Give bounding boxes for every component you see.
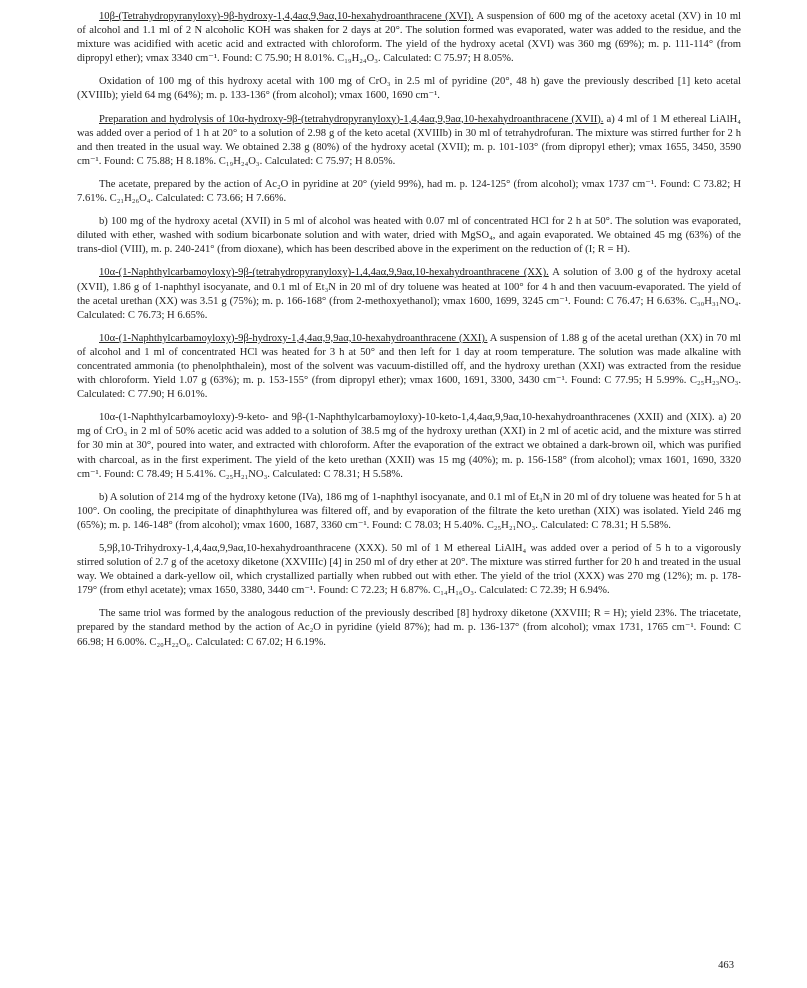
paragraph-acetate — [77, 178, 741, 206]
paragraph-text: 10α-(1-Naphthylcarbamoyloxy)-9-keto- and 9β-(1-Naphthylcarbamoyloxy)-10-keto-1,4,4aα,9,9aα,10-hexahydroanthracenes (XXII) and (XIX). a) 20 mg of CrO₃ in 2 ml of 50% acetic acid was added to a solution of 38.5 mg of the hydroxy urethan (XXI) in 2 ml of acetic acid, and the mixture was stirred for 30 min at 30°, poured into water, and extracted with chloroform. After the evaporation of the extract we obtained a dark-brown oil, which was purified with charcoal, as in the first experiment. The yield of the keto urethan (XXII) was 15 mg (40%); m. p. 156-158° (from alcohol); νmax 1601, 1690, 3320 cm⁻¹. Found: C 78.49; H 5.41%. C₂₅H₂₁NO₃. Calculated: C 78.31; H 5.58%. — [77, 412, 741, 480]
compound-heading: Preparation and hydrolysis of 10α-hydroxy-9β-(tetrahydropyranyloxy)-1,4,4aα,9,9aα,10-hexahydroanthracene (XVII). — [99, 113, 604, 125]
paragraph-text: b) A solution of 214 mg of the hydroxy ketone (IVa), 186 mg of 1-naphthyl isocyanate, and 0.1 ml of Et₃N in 20 ml of dry toluene was heated for 5 h at 100°. On cooling, the precipitate of dinaphthylurea was filtered off, and by evaporation of the filtrate the keto urethan (XIX) was isolated. Yield 246 mg (65%); m. p. 146-148° (from alcohol); νmax 1600, 1687, 3360 cm⁻¹. Found: C 78.03; H 5.40%. C₂₅H₂₁NO₃. Calculated: C 78.31; H 5.58%. — [77, 491, 741, 531]
paragraph-hydrolysis — [77, 215, 741, 257]
paragraph-text: A solution of 3.00 g of the hydroxy acetal (XVII), 1.86 g of 1-naphthyl isocyanate, and 0.1 ml of Et₃N in 20 ml of dry toluene was heated at 100° for 4 h and then vacuum-evaporated. The yield of the acetal urethan (XX) was 3.51 g (75%); m. p. 166-168° (from 2-methoxyethanol); νmax 1600, 1699, 3245 cm⁻¹. Found: C 76.47; H 6.63%. C₃₀H₃₁NO₄. Calculated: C 76.73; H 6.65%. — [77, 267, 741, 321]
paragraph-text: Oxidation of 100 mg of this hydroxy acetal with 100 mg of CrO₃ in 2.5 ml of pyridine (20°, 48 h) gave the previously described [1] keto acetal (XVIIIb); yield 64 mg (64%); m. p. 133-136° (from alcohol); νmax 1600, 1690 cm⁻¹. — [77, 76, 741, 102]
paragraph-keto-urethan — [77, 491, 741, 533]
paragraph-text: The same triol was formed by the analogous reduction of the previously described [8] hydroxy diketone (XXVIII; R = H); yield 23%. The triacetate, prepared by the standard method by the action of Ac₂O in pyridine (yield 87%); had m. p. 136-137° (from alcohol); νmax 1731, 1765 cm⁻¹. Found: C 66.98; H 6.00%. C₂₀H₂₂O₆. Calculated: C 67.02; H 6.19%. — [77, 608, 741, 648]
paragraph-oxidation — [77, 75, 741, 103]
paragraph-text: b) 100 mg of the hydroxy acetal (XVII) in 5 ml of alcohol was heated with 0.07 ml of concentrated HCl for 2 h at 50°. The solution was evaporated, diluted with ether, washed with sodium bicarbonate solution and with water, dried with MgSO₄, and again evaporated. We obtained 45 mg (63%) of the trans-diol (VIII), m. p. 240-241° (from dioxane), which has been described above in the experiment on the reduction of (I; R = H). — [77, 216, 741, 256]
compound-heading: 10α-(1-Naphthylcarbamoyloxy)-9β-(tetrahydropyranyloxy)-1,4,4aα,9,9aα,10-hexahydroanthracene (XX). — [99, 267, 549, 279]
paragraph-xxii-xix — [77, 411, 741, 481]
paragraph-xx — [77, 266, 741, 322]
paragraph-text: a) 4 ml of 1 M ethereal LiAlH₄ was added over a period of 1 h at 20° to a solution of 2.98 g of the keto acetal (XVIIIb) in 30 ml of tetrahydrofuran. The mixture was stirred further for 2 h and then treated in the usual way. We obtained 2.38 g (80%) of the hydroxy acetal (XVII); m. p. 101-103° (from dipropyl ether); νmax 1655, 3450, 3590 cm⁻¹. Found: C 75.88; H 8.18%. C₁₉H₂₄O₃. Calculated: C 75.97; H 8.05%. — [77, 113, 741, 167]
page-number: 463 — [718, 960, 734, 971]
article-body — [77, 10, 741, 659]
paragraph-triol — [77, 607, 741, 649]
paragraph-xxx — [77, 542, 741, 598]
compound-heading: 10β-(Tetrahydropyranyloxy)-9β-hydroxy-1,4,4aα,9,9aα,10-hexahydroanthracene (XVI). — [99, 11, 474, 22]
paragraph-text: The acetate, prepared by the action of Ac₂O in pyridine at 20° (yield 99%), had m. p. 124-125° (from alcohol); νmax 1737 cm⁻¹. Found: C 73.82; H 7.61%. C₂₁H₂₆O₄. Calculated: C 73.66; H 7.66%. — [77, 178, 741, 205]
paragraph-text: A suspension of 600 mg of the acetoxy acetal (XV) in 10 ml of alcohol and 1.1 ml of 2 N alcoholic KOH was shaken for 2 days at 20°. The solution formed was evaporated, water was added to the residue, and the mixture was acidified with acetic acid and extracted with chloroform. The yield of the hydroxy acetal (XVI) was 360 mg (69%); m. p. 111-114° (from dipropyl ether); νmax 3340 cm⁻¹. Found: C 75.90; H 8.01%. C₁₉H₂₄O₃. Calculated: C 75.97; H 8.05%. — [77, 11, 741, 65]
paragraph-text: 5,9β,10-Trihydroxy-1,4,4aα,9,9aα,10-hexahydroanthracene (XXX). 50 ml of 1 M ethereal LiAlH₄ was added over a period of 5 h to a vigorously stirred solution of 2.7 g of the acetoxy diketone (XXVIIIc) [4] in 250 ml of dry ether at 20°. The mixture was stirred further for 20 h and treated in the usual way. We obtained a dark-yellow oil, which crystallized partially when rubbed out with ether. The yield of the triol (XXX) was 270 mg (12%); m. p. 178-179° (from ethyl acetate); νmax 1650, 3380, 3440 cm⁻¹. Found: C 72.23; H 6.87%. C₁₄H₁₆O₃. Calculated: C 72.39; H 6.94%. — [77, 543, 741, 597]
paragraph-text: A suspension of 1.88 g of the acetal urethan (XX) in 70 ml of alcohol and 1 ml of concentrated HCl was heated for 3 h at 50° and then left for 1 day at room temperature. The solution was made alkaline with concentrated ammonia (to phenolphthalein), most of the solvent was vacuum-distilled off, and the hydroxy urethan (XXI) was extracted from the residue with chloroform. Yield 1.07 g (63%); m. p. 153-155° (from dipropyl ether); νmax 1600, 1691, 3300, 3430 cm⁻¹. Found: C 77.95; H 5.99%. C₂₅H₂₃NO₃. Calculated: C 77.90; H 6.01%. — [77, 332, 741, 401]
compound-heading: 10α-(1-Naphthylcarbamoyloxy)-9β-hydroxy-1,4,4aα,9,9aα,10-hexahydroanthracene (XXI). — [99, 332, 488, 344]
paragraph-xvi — [77, 10, 741, 66]
paragraph-xxi — [77, 332, 741, 402]
paragraph-xvii — [77, 113, 741, 169]
